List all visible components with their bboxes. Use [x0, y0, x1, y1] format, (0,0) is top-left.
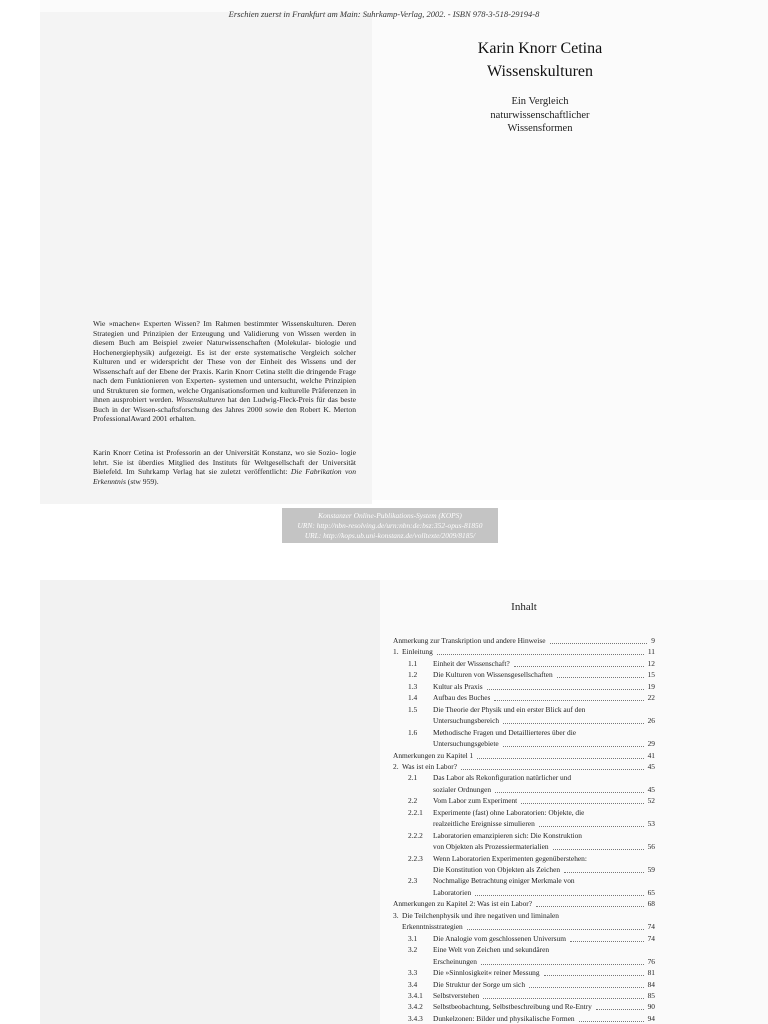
toc-entry-page: 59 [647, 865, 655, 874]
kops-url: URL: http://kops.ub.uni-konstanz.de/volltexte/2009/8185/ [304, 531, 476, 540]
blurb-text: Wie »machen« Experten Wissen? Im Rahmen bestimmter Wissenskulturen. Deren Strategien und Prinzipien der Erzeugung und Validierung von Wissen werden in diesem Buch am Beispiel zweier Naturwissenschaften (Molekular- biologie und Hochenergiephysik) aufgezeigt. Es ist der erste systematische Vergleich solcher Kulturen und er widerspricht der These von der Einheit des Wissens und der Wissenschaft auf der Ebene der Praxis. Karin Knorr Cetina stellt die dringende Frage nach dem Funktionieren von Experten- systemen und untersucht, welche Prinzipien und Strukturen sie formen, welche Organisationsformen und kulturelle Präferenzen in ihnen ausprobiert werden. Wissenskulturen hat den Ludwig-Fleck-Preis für das beste Buch in der Wissen-schaftsforschung des Jahres 2000 sowie den Robert K. Merton ProfessionalAward 2001 erhalten. [93, 319, 356, 424]
toc-entry-page: 94 [647, 1013, 655, 1023]
toc-dot-leader [596, 998, 644, 1010]
toc-entry-number: 3.2 [408, 945, 418, 955]
toc-dot-leader [503, 735, 644, 747]
toc-entry-page: 26 [647, 716, 655, 726]
toc-entry-number: 3.4 [408, 979, 418, 989]
toc-entry-page: 22 [647, 693, 655, 703]
toc-entry-title: Kultur als Praxis [433, 681, 483, 691]
toc-entry [393, 795, 655, 806]
toc-entry-page: 74 [647, 933, 655, 943]
toc-entry [393, 864, 655, 875]
kops-stamp [282, 508, 498, 543]
toc-entry-title: Selbstbeobachtung, Selbstbeschreibung und Re-Entry [433, 1002, 592, 1012]
book-title: Wissenskulturen [486, 63, 593, 80]
toc-dot-leader [570, 930, 644, 942]
toc-entry-title: Die Analogie vom geschlossenen Universum [433, 933, 567, 943]
toc-entry-title: Die Theorie der Physik und ein erster Blick auf den [433, 704, 586, 714]
subtitle-line: naturwissenschaftlicher [490, 109, 590, 121]
toc-entry-number: 1.3 [408, 681, 418, 691]
toc-entry-number: 1. [393, 647, 399, 657]
toc-entry-page: 85 [647, 990, 655, 1000]
toc-entry-number: 3.4.2 [408, 1002, 423, 1012]
toc-entry-page: 90 [647, 1002, 655, 1012]
toc-entry-title: Laboratorien [433, 887, 472, 897]
toc-dot-leader [475, 884, 643, 896]
toc-entry-number: 3.3 [408, 968, 418, 978]
publication-header: Erschien zuerst in Frankfurt am Main: Suhrkamp-Verlag, 2002. - ISBN 978-3-518-29194-8 [228, 9, 540, 19]
toc-entry [393, 761, 655, 772]
toc-entry-number: 3. [393, 910, 399, 920]
toc-entry-title: Anmerkung zur Transkription und andere Hinweise [393, 636, 546, 645]
toc-entry-page: 81 [647, 968, 655, 978]
toc-dot-leader [550, 632, 648, 644]
toc-entry [393, 715, 655, 726]
toc-entry-number: 2.3 [408, 876, 418, 886]
book-title-italic: Wissenskulturen [175, 395, 226, 405]
toc-entry-page: 45 [647, 784, 655, 794]
toc-entry [393, 933, 655, 944]
toc-entry-title: Laboratorien emanzipieren sich: Die Konstruktion [433, 830, 582, 840]
toc-entry-page: 15 [647, 670, 655, 680]
cited-title-italic: Die Fabrikation von Erkenntnis [93, 467, 356, 486]
toc-entry-title: Aufbau des Buches [433, 693, 491, 703]
toc-entry-page: 19 [647, 681, 655, 691]
subtitle-line: Ein Vergleich [511, 96, 569, 107]
toc-entry-title: Die »Sinnlosigkeit« reiner Messung [433, 968, 540, 978]
toc-entry [393, 1013, 655, 1024]
toc-entry-number: 2.2.2 [408, 830, 423, 840]
toc-entry-title: Nochmalige Betrachtung einiger Merkmale von [433, 876, 575, 886]
toc-entry-page: 12 [647, 658, 655, 668]
toc-entry-number: 1.2 [408, 670, 418, 680]
toc-dot-leader [536, 895, 644, 907]
toc-entry-number: 2. [393, 761, 399, 771]
toc-entry-title: Methodische Fragen und Detaillierteres über die [433, 727, 577, 737]
toc-entry-page: 65 [647, 887, 655, 897]
toc-entry-number: 3.4.3 [408, 1013, 423, 1023]
toc-entry-title: Vom Labor zum Experiment [433, 796, 518, 806]
toc-dot-leader [521, 792, 643, 804]
author-bio-text: Karin Knorr Cetina ist Professorin an der Universität Konstanz, wo sie Sozio- logie lehrt. Sie ist überdies Mitglied des Instituts für Weltgesellschaft der Universität Bielefeld. Im Suhrkamp Verlag hat sie zuletzt veröffentlicht: Die Fabrikation von Erkenntnis (stw 959). [93, 448, 356, 486]
book-subtitle [440, 95, 640, 136]
toc-dot-leader [579, 1010, 644, 1022]
toc-entry-page: 52 [647, 796, 655, 806]
toc-dot-leader [514, 655, 644, 667]
toc-entry-title: Das Labor als Rekonfiguration natürlicher und [433, 773, 572, 783]
toc-dot-leader [544, 964, 644, 976]
toc-entry-title: Einleitung [402, 647, 433, 657]
toc-entry-page: 76 [647, 956, 655, 966]
toc-dot-leader [529, 976, 644, 988]
toc-entry-title: Anmerkungen zu Kapitel 1 [393, 750, 474, 760]
toc-entry-number: 3.4.1 [408, 990, 423, 1000]
toc-entry-page: 45 [647, 761, 655, 771]
toc-heading: Inhalt [511, 601, 537, 613]
toc-entry-number: 1.4 [408, 693, 418, 703]
toc-entry-title: Anmerkungen zu Kapitel 2: Was ist ein Labor? [393, 899, 533, 909]
toc-dot-leader [564, 861, 644, 873]
toc-entry-title: Dunkelzonen: Bilder und physikalische Formen [433, 1013, 575, 1023]
blank-page-panel [40, 580, 380, 1024]
toc-entry [393, 692, 655, 703]
subtitle-line: Wissensformen [507, 123, 573, 134]
toc-entry-page: 56 [647, 842, 655, 852]
toc-entry-number: 2.2.3 [408, 853, 423, 863]
toc-entry-title: Die Struktur der Sorge um sich [433, 979, 526, 989]
kops-title: Konstanzer Online-Publikations-System (KOPS) [318, 511, 462, 520]
toc-dot-leader [495, 781, 644, 793]
toc-entry-title: Was ist ein Labor? [402, 761, 458, 771]
toc-dot-leader [487, 678, 644, 690]
toc-entry-page: 41 [647, 750, 655, 760]
toc-entry-number: 1.5 [408, 704, 418, 714]
toc-entry-number: 2.2 [408, 796, 418, 806]
toc-entry [393, 898, 655, 909]
toc-entry-title: Die Teilchenphysik und ihre negativen und liminalen [402, 910, 559, 920]
toc-dot-leader [437, 643, 644, 655]
toc-entry-title: Selbstverstehen [433, 990, 480, 1000]
toc-entry-title: sozialer Ordnungen [433, 784, 492, 794]
toc-entry-title: Untersuchungsgebiete [433, 739, 499, 749]
toc-entry-title: Die Kulturen von Wissensgesellschaften [433, 670, 553, 680]
toc-entry-page: 29 [647, 739, 655, 749]
toc-entry-page: 53 [647, 819, 655, 829]
toc-dot-leader [467, 918, 644, 930]
toc-entry-page: 84 [647, 979, 655, 989]
toc-dot-leader [481, 953, 644, 965]
toc-entry-number: 1.6 [408, 727, 418, 737]
toc-entry-page: 74 [647, 922, 655, 932]
toc-dot-leader [494, 689, 643, 701]
toc-entry-title: von Objekten als Prozessiermaterialien [433, 842, 549, 852]
toc-entry-title: Erkenntnisstrategien [402, 922, 463, 932]
toc-dot-leader [557, 666, 644, 678]
toc-entry-page: 9 [651, 636, 655, 645]
toc-entry-number: 1.1 [408, 658, 418, 668]
toc-dot-leader [539, 815, 644, 827]
toc-entry [393, 841, 655, 852]
toc-entry [393, 818, 655, 829]
book-author: Karin Knorr Cetina [477, 40, 603, 57]
toc-dot-leader [461, 758, 644, 770]
toc-entry-title: realzeitliche Ereignisse simulieren [433, 819, 535, 829]
toc-entry-number: 2.2.1 [408, 807, 423, 817]
blurb-paragraph-1 [93, 319, 356, 424]
toc-dot-leader [483, 987, 643, 999]
toc-entry-page: 11 [647, 647, 655, 657]
toc-entry-title: Erscheinungen [433, 956, 477, 966]
toc-entry-number: 3.1 [408, 933, 418, 943]
toc-dot-leader [477, 747, 643, 759]
toc-entry-title: Einheit der Wissenschaft? [433, 658, 510, 668]
toc-dot-leader [553, 838, 644, 850]
blurb-paragraph-2 [93, 448, 356, 486]
toc-entry-title: Die Konstitution von Objekten als Zeichen [433, 865, 561, 874]
toc-entry-number: 2.1 [408, 773, 418, 783]
toc-entry-title: Wenn Laboratorien Experimenten gegenüberstehen: [433, 853, 587, 863]
back-cover-panel [40, 12, 372, 504]
toc-entry-title: Untersuchungsbereich [433, 716, 500, 726]
toc-entry-page: 68 [647, 899, 655, 909]
toc-dot-leader [503, 712, 644, 724]
toc-entry-title: Eine Welt von Zeichen und sekundären [433, 945, 550, 955]
toc-entry-title: Experimente (fast) ohne Laboratorien: Objekte, die [433, 807, 585, 817]
kops-urn: URN: http://nbn-resolving.de/urn:nbn:de:bsz:352-opus-81850 [297, 521, 483, 530]
